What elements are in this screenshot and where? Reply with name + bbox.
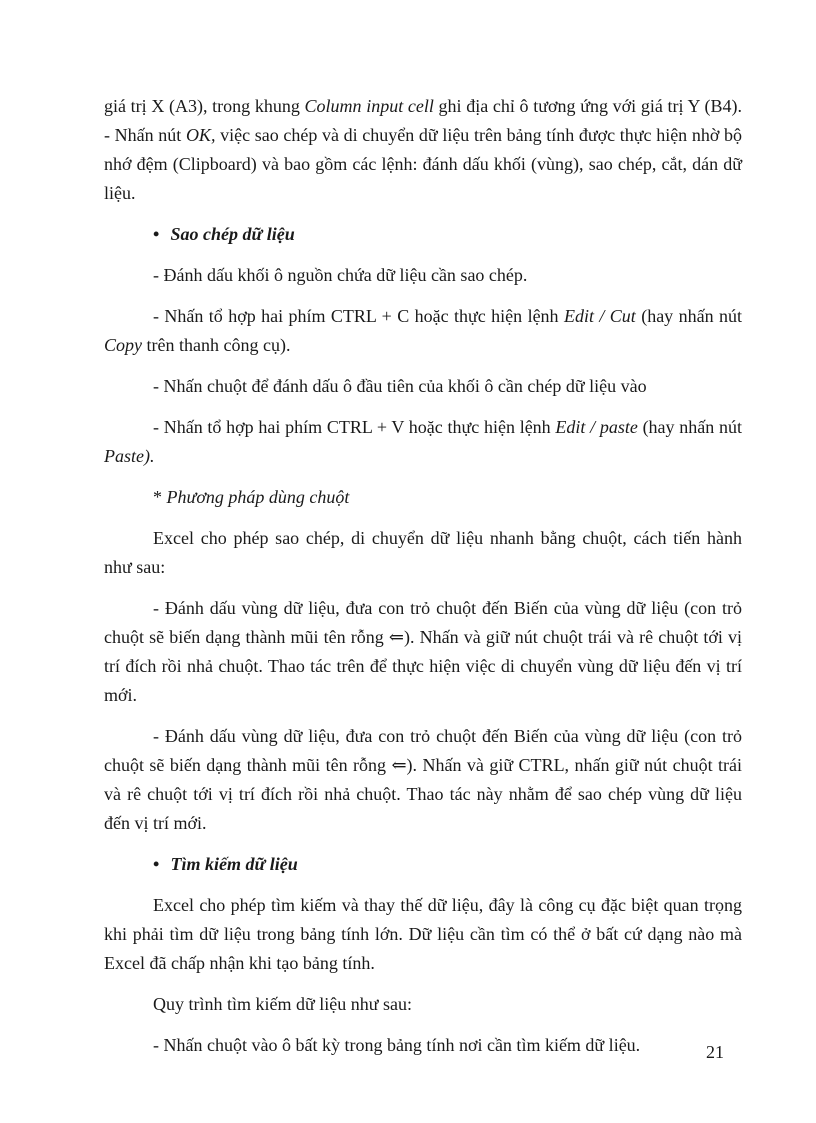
bullet-icon: • <box>153 224 160 244</box>
section-heading-find <box>153 850 742 879</box>
star-marker: * <box>153 487 167 507</box>
copy-step-2-text-3: trên thanh công cụ). <box>142 335 291 355</box>
bullet-icon: • <box>153 854 160 874</box>
section-heading-copy <box>153 220 742 249</box>
edit-cut-term: Edit / Cut <box>563 306 636 326</box>
mouse-copy-step: - Đánh dấu vùng dữ liệu, đưa con trỏ chuột đến Biến của vùng dữ liệu (con trỏ chuột sẽ biến dạng thành mũi tên rỗng ⇐). Nhấn và giữ CTRL, nhấn giữ nút chuột trái và rê chuột tới vị trí đích rồi nhả chuột. Thao tác này nhằm để sao chép vùng dữ liệu đến vị trí mới. <box>104 726 742 833</box>
paragraph-intro-text: giá trị X (A3), trong khung <box>104 96 305 116</box>
copy-step-2-text-2: (hay nhấn nút <box>635 306 742 326</box>
copy-step-4-text: - Nhấn tổ hợp hai phím CTRL + V hoặc thực hiện lệnh <box>153 417 556 437</box>
paste-term: Paste). <box>104 446 155 466</box>
page-number: 21 <box>706 1042 724 1062</box>
copy-step-2-text: - Nhấn tổ hợp hai phím CTRL + C hoặc thực hiện lệnh <box>153 306 564 326</box>
section-heading-mouse <box>153 483 742 512</box>
copy-step-4 <box>104 413 742 471</box>
copy-step-2 <box>104 302 742 360</box>
ok-term: OK, <box>185 125 216 145</box>
find-procedure: Quy trình tìm kiếm dữ liệu như sau: <box>153 994 412 1014</box>
copy-step-1: - Đánh dấu khối ô nguồn chứa dữ liệu cần sao chép. <box>153 265 528 285</box>
copy-step-3: - Nhấn chuột để đánh dấu ô đầu tiên của khối ô cần chép dữ liệu vào <box>153 376 647 396</box>
section-heading-copy-label: Sao chép dữ liệu <box>170 224 295 244</box>
mouse-move-step: - Đánh dấu vùng dữ liệu, đưa con trỏ chuột đến Biến của vùng dữ liệu (con trỏ chuột sẽ biến dạng thành mũi tên rỗng ⇐). Nhấn và giữ nút chuột trái và rê chuột tới vị trí đích rồi nhả chuột. Thao tác trên để thực hiện việc di chuyển vùng dữ liệu đến vị trí mới. <box>104 598 742 705</box>
paragraph-intro <box>104 92 742 208</box>
column-input-cell-term: Column input cell <box>304 96 434 116</box>
paragraph-intro-text-2: ghi địa chỉ ô tương ứng với giá trị Y (B4). - Nhấn nút <box>104 96 742 145</box>
section-heading-mouse-label: Phương pháp dùng chuột <box>166 487 350 507</box>
edit-paste-term: Edit / paste <box>555 417 638 437</box>
find-intro: Excel cho phép tìm kiếm và thay thế dữ liệu, đây là công cụ đặc biệt quan trọng khi phải tìm dữ liệu trong bảng tính lớn. Dữ liệu cần tìm có thể ở bất cứ dạng nào mà Excel đã chấp nhận khi tạo bảng tính. <box>104 895 742 973</box>
copy-term: Copy <box>104 335 142 355</box>
page-body <box>104 92 742 1072</box>
mouse-intro: Excel cho phép sao chép, di chuyển dữ liệu nhanh bằng chuột, cách tiến hành như sau: <box>104 528 742 577</box>
copy-step-4-text-2: (hay nhấn nút <box>637 417 742 437</box>
find-step-1: - Nhấn chuột vào ô bất kỳ trong bảng tính nơi cần tìm kiếm dữ liệu. <box>153 1035 641 1055</box>
paragraph-intro-text-3: việc sao chép và di chuyển dữ liệu trên bảng tính được thực hiện nhờ bộ nhớ đệm (Clipboard) và bao gồm các lệnh: đánh dấu khối (vùng), sao chép, cắt, dán dữ liệu. <box>104 125 742 203</box>
section-heading-find-label: Tìm kiếm dữ liệu <box>170 854 298 874</box>
